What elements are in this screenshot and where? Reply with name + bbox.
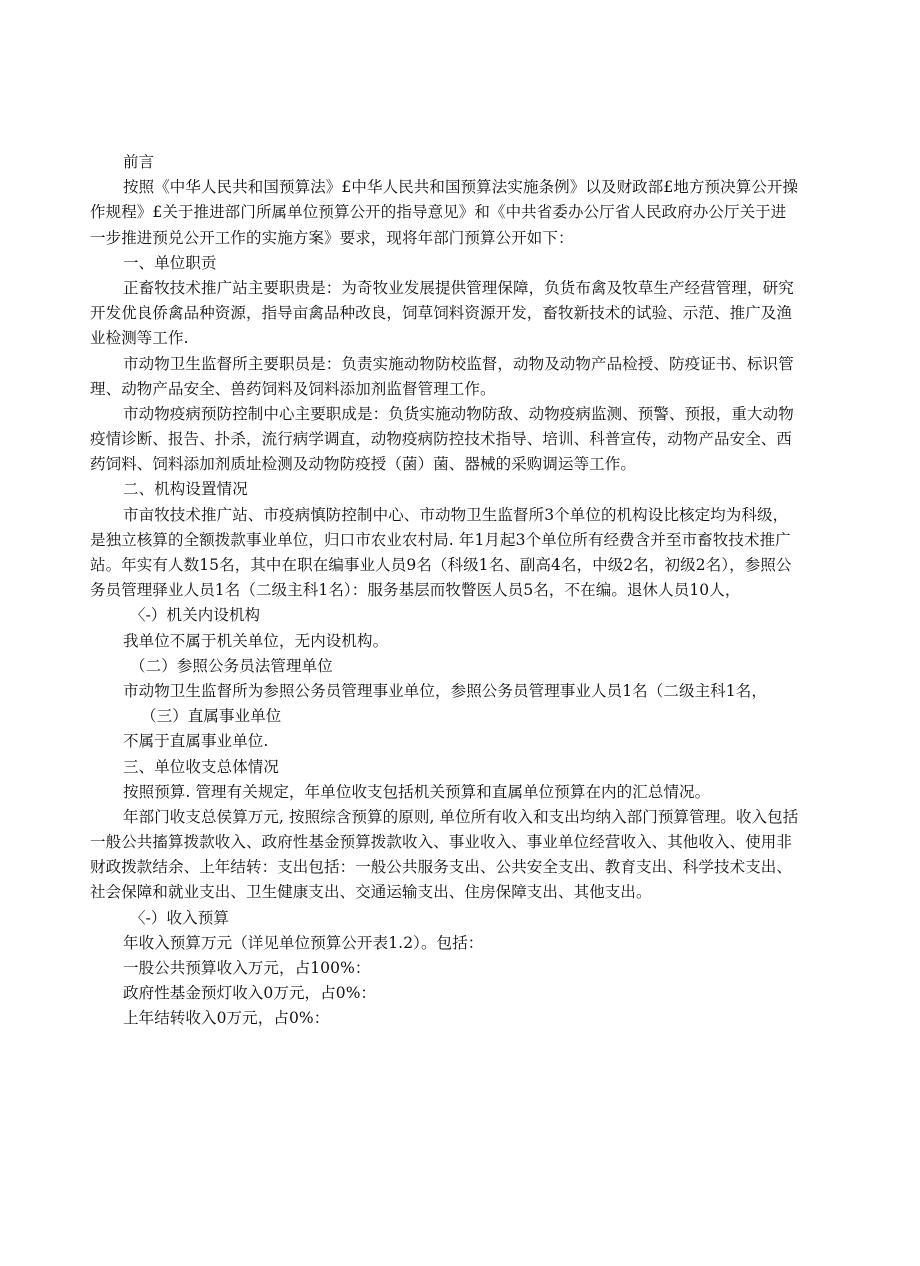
text-line: 财政拨款结余、上年结转：支出包括：一般公共服务支出、公共安全支出、教育支出、科学技术支出、 [90, 858, 793, 877]
text-line: （二）参照公务员法管理单位 [130, 656, 333, 675]
text-line: 业检测等工作. [90, 329, 189, 348]
text-line: 二、机构设置情况 [123, 480, 248, 499]
text-line: （三）直属事业单位 [141, 707, 282, 726]
text-line: 市动物疫病预防控制中心主要职成是：负货实施动物防敌、动物疫病监测、预警、预报，重大动物 [123, 404, 794, 423]
text-line: 三、单位收支总体情况 [123, 757, 280, 776]
text-line: 按照《中华人民共和国预算法》£中华人民共和国预算法实施条例》以及财政部£地方预决算公开操 [123, 178, 799, 197]
text-line: 不属于直属事业单位. [123, 732, 269, 751]
text-line: 一、单位职贡 [123, 253, 217, 272]
text-line: 作规程》£关于推进部门所属单位预算公开的指导意见》和《中共省委办公厅省人民政府办公厅关于进 [90, 203, 787, 222]
text-line: 是独立核算的全额拨款事业单位，归口市农业农村局. 年1月起3个单位所有经费含并至市畜牧技术推广 [90, 530, 791, 549]
text-line: 市动物卫生监督所主要职员是：负责实施动物防校监督，动物及动物产品检授、防疫证书、标识管 [123, 354, 794, 373]
text-line: 务员管理驿业人员1名（二级主科1名）：服务基层而牧瞥医人员5名，不在编。退休人员10人， [90, 581, 741, 600]
text-line: 政府性基金预灯收入0万元，占0%： [123, 984, 377, 1003]
document-page [0, 150, 920, 1032]
text-line: 理、动物产品安全、兽药饲料及饲料添加剂监督管理工作。 [90, 379, 496, 398]
text-line: 〈-）机关内设机构 [130, 606, 261, 625]
text-line: 一步推进预兑公开工作的实施方案》要求，现将年部门预算公开如下： [90, 228, 574, 247]
text-line: 一股公共预算收入万元，占100%： [123, 959, 371, 977]
text-line: 上年结转收入0万元，占0%： [123, 1009, 330, 1028]
text-line: 按照预算. 管理有关规定，年单位收支包括机关预算和直属单位预算在内的汇总情况。 [123, 782, 711, 801]
text-line: 市动物卫生监督所为参照公务员管理事业单位，参照公务员管理事业人员1名（二级主科1名， [123, 681, 767, 700]
text-line: 前言 [123, 153, 155, 171]
text-line: 药饲料、饲料添加剂质址检测及动物防疫授（菌）菌、器械的采购调运等工作。 [90, 455, 637, 474]
text-line: 社会保障和就业支出、卫生健康支出、交通运输支出、住房保障支出、其他支出。 [90, 883, 652, 902]
text-line: 疫情诊断、报告、扑杀，流行病学调直，动物疫病防控技术指导、培训、科普宣传，动物产品安全、西 [90, 430, 793, 449]
text-line: 站。年实有人数15名，其中在职在编事业人员9名（科级1名、副高4名，中级2名，初级2名），参照公 [90, 556, 792, 574]
text-line: 正畜牧技术推广站主要职贵是：为奇牧业发展提供管理保障，负货布禽及牧草生产经营管理，研究 [123, 278, 794, 297]
text-line: 我单位不属于机关单位，无内设机构。 [123, 631, 389, 650]
text-line: 开发优良侨禽品种资源，指导亩禽品种改良，饲草饲料资源开发，畜牧新技术的试验、示范、推广及渔 [90, 304, 793, 323]
text-line: 年部门收支总侯算万元, 按照综含预算的原则, 单位所有收入和支出均纳入部门预算管理。收入包括 [123, 807, 799, 826]
text-line: 一般公共搐算拨款收入、政府性基金预算拨款收入、事业收入、事业单位经营收入、其他收入、使用非 [90, 833, 793, 852]
text-line: 〈-）收入预算 [130, 908, 229, 927]
text-line: 市亩牧技术推广站、市疫病慎防控制中心、市动物卫生监督所3个单位的机构设比核定均为科级， [123, 505, 789, 524]
text-line: 年收入预算万元（详见单位预算公开表1.2）。包括： [123, 933, 484, 952]
